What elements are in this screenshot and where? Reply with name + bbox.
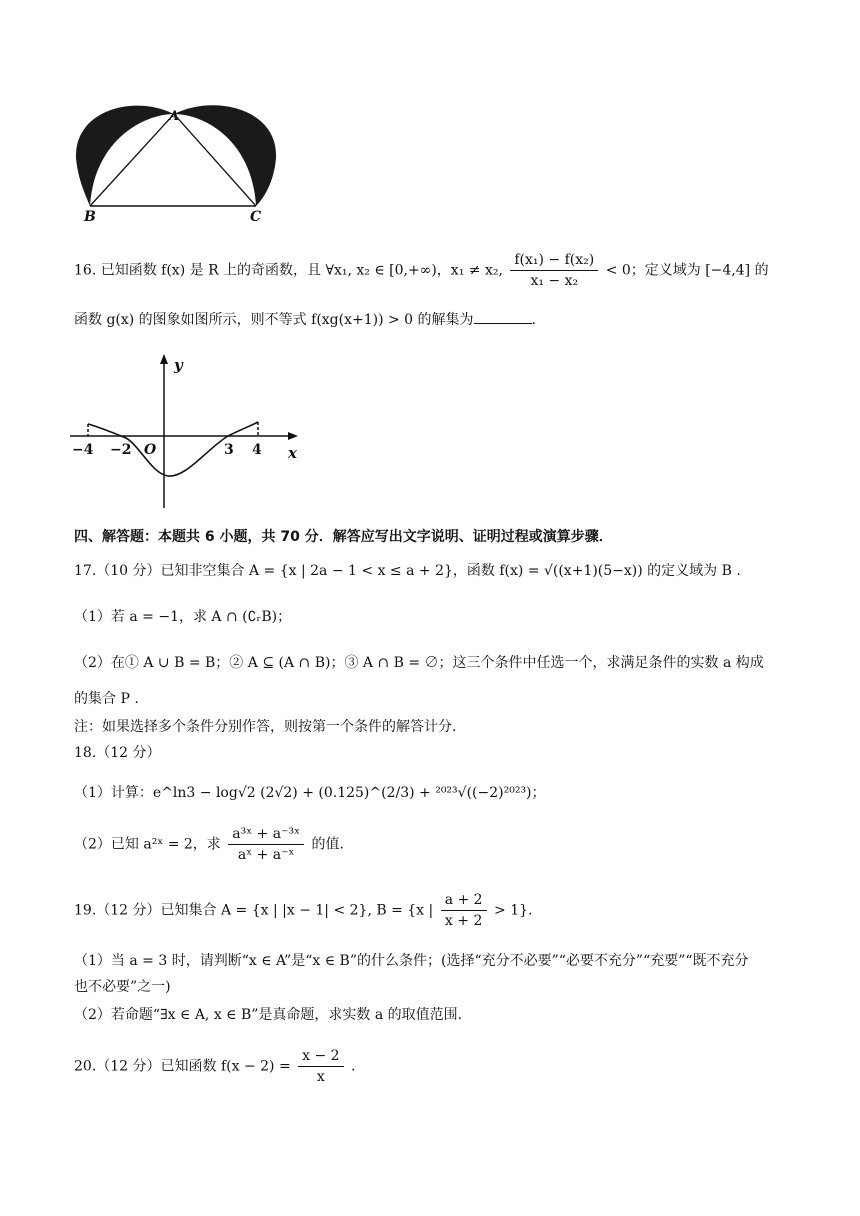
tick-label-neg4: −4 bbox=[72, 442, 94, 458]
q19-part1-line1: （1）当 a = 3 时，请判断“x ∈ A”是“x ∈ B”的什么条件；(选择“充分不必要”“必要不充分”“充要”“既不充分 bbox=[74, 953, 749, 969]
q17-part2-line2: 的集合 P . bbox=[74, 691, 139, 707]
y-axis-arrow-icon bbox=[160, 354, 168, 364]
q16-line2 bbox=[74, 309, 794, 331]
answer-blank bbox=[474, 309, 532, 324]
triangle-lune-figure bbox=[74, 100, 284, 224]
q17-note: 注：如果选择多个条件分别作答，则按第一个条件的解答计分. bbox=[74, 719, 457, 735]
tick-label-neg2: −2 bbox=[110, 442, 132, 458]
q20-stem bbox=[74, 1046, 794, 1087]
q20-stem-pre: 20.（12 分）已知函数 f(x − 2) = bbox=[74, 1058, 291, 1075]
q19-fraction-denominator: x + 2 bbox=[444, 913, 483, 929]
q16-line1 bbox=[74, 250, 794, 291]
q18-part2 bbox=[74, 824, 794, 865]
q20-fraction bbox=[298, 1046, 343, 1087]
tick-label-3: 3 bbox=[224, 442, 234, 458]
q20-stem-post: . bbox=[351, 1058, 356, 1075]
q19-stem bbox=[74, 890, 794, 931]
q18-fraction bbox=[228, 824, 304, 865]
q17-stem: 17.（10 分）已知非空集合 A = {x | 2a − 1 < x ≤ a + 2}，函数 f(x) = √((x+1)(5−x)) 的定义域为 B . bbox=[74, 563, 741, 579]
q16-fraction bbox=[510, 250, 598, 291]
q18-stem: 18.（12 分） bbox=[74, 745, 161, 761]
q16-fraction-numerator: f(x₁) − f(x₂) bbox=[510, 250, 598, 271]
q19-fraction bbox=[441, 890, 487, 931]
q18-part1: （1）计算：e^ln3 − log√2 (2√2) + (0.125)^(2/3) + ²⁰²³√((−2)²⁰²³)； bbox=[74, 785, 546, 801]
q16-fraction-denominator: x₁ − x₂ bbox=[530, 273, 579, 289]
section-four-heading: 四、解答题：本题共 6 小题，共 70 分．解答应写出文字说明、证明过程或演算步骤． bbox=[74, 529, 613, 545]
origin-label: O bbox=[144, 442, 157, 458]
q18-part2-post: 的值. bbox=[311, 836, 344, 853]
vertex-label-a: A bbox=[169, 109, 180, 124]
function-graph-figure bbox=[68, 350, 308, 510]
q17-part2-line1: （2）在① A ∪ B = B；② A ⊆ (A ∩ B)；③ A ∩ B = ∅；这三个条件中任选一个，求满足条件的实数 a 构成 bbox=[74, 655, 764, 671]
q18-fraction-denominator: aˣ + a⁻ˣ bbox=[237, 847, 295, 863]
q16-line1-post: < 0；定义域为 [−4,4] 的 bbox=[605, 262, 769, 279]
q19-part2: （2）若命题“∃x ∈ A, x ∈ B”是真命题，求实数 a 的取值范围. bbox=[74, 1007, 463, 1023]
q19-part1-line2: 也不必要”之一) bbox=[74, 979, 171, 995]
x-axis-arrow-icon bbox=[288, 432, 298, 440]
q17-part1: （1）若 a = −1，求 A ∩ (∁ᵣB)； bbox=[74, 609, 292, 625]
q16-line2-text: 函数 g(x) 的图象如图所示，则不等式 f(xg(x+1)) > 0 的解集为 bbox=[74, 312, 474, 328]
q16-line2-end: . bbox=[531, 312, 536, 328]
tick-label-4: 4 bbox=[252, 442, 262, 458]
x-axis-label: x bbox=[288, 444, 297, 462]
vertex-label-c: C bbox=[250, 209, 262, 224]
q18-fraction-numerator: a³ˣ + a⁻³ˣ bbox=[228, 824, 304, 845]
q20-fraction-denominator: x bbox=[316, 1069, 325, 1085]
vertex-label-b: B bbox=[84, 209, 96, 224]
q19-stem-pre: 19.（12 分）已知集合 A = {x | |x − 1| < 2}, B = {x | bbox=[74, 902, 434, 919]
q19-stem-post: > 1}. bbox=[494, 902, 533, 919]
q20-fraction-numerator: x − 2 bbox=[298, 1046, 343, 1067]
q18-part2-pre: （2）已知 a²ˣ = 2，求 bbox=[74, 836, 221, 853]
q16-line1-pre: 16. 已知函数 f(x) 是 R 上的奇函数，且 ∀x₁, x₂ ∈ [0,+∞)，x₁ ≠ x₂, bbox=[74, 262, 503, 279]
q19-fraction-numerator: a + 2 bbox=[441, 890, 487, 911]
y-axis-label: y bbox=[174, 356, 183, 374]
